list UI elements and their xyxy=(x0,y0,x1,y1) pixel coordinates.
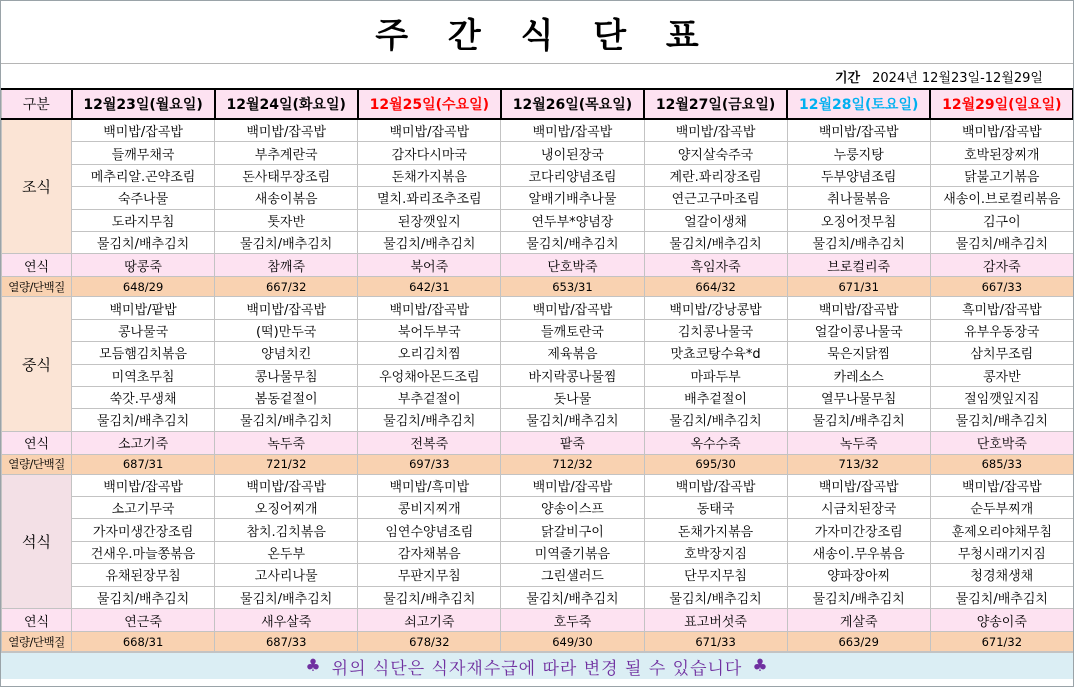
menu-cell: 양파장아찌 xyxy=(787,564,930,586)
menu-cell: 우엉채아몬드조림 xyxy=(358,364,501,386)
menu-table xyxy=(1,88,1074,652)
menu-cell: 오리김치찜 xyxy=(358,342,501,364)
menu-cell: 멸치.꽈리조추조림 xyxy=(358,187,501,209)
nutrition-cell: 687/31 xyxy=(72,454,215,474)
snack-cell: 표고버섯죽 xyxy=(644,609,787,632)
menu-cell: 배추겉절이 xyxy=(644,386,787,408)
menu-cell: 묵은지닭찜 xyxy=(787,342,930,364)
menu-cell: 단무지무침 xyxy=(644,564,787,586)
nutrition-label: 열량/단백질 xyxy=(2,454,72,474)
menu-row xyxy=(2,474,1074,496)
snack-label: 연식 xyxy=(2,254,72,277)
menu-cell: 오징어찌개 xyxy=(215,497,358,519)
menu-row xyxy=(2,586,1074,608)
nutrition-cell: 648/29 xyxy=(72,277,215,297)
menu-row xyxy=(2,209,1074,231)
menu-row xyxy=(2,342,1074,364)
menu-cell: 북어두부국 xyxy=(358,319,501,341)
day-header: 12월27일(금요일) xyxy=(644,89,787,119)
snack-cell: 옥수수죽 xyxy=(644,431,787,454)
menu-cell: 훈제오리야채무침 xyxy=(930,519,1073,541)
meal-label: 석식 xyxy=(2,474,72,608)
menu-cell: 백미밥/강낭콩밥 xyxy=(644,297,787,319)
menu-row xyxy=(2,541,1074,563)
menu-cell: 물김치/배추김치 xyxy=(358,409,501,431)
menu-row xyxy=(2,519,1074,541)
menu-cell: 유채된장무침 xyxy=(72,564,215,586)
menu-cell: 유부우동장국 xyxy=(930,319,1073,341)
nutrition-cell: 664/32 xyxy=(644,277,787,297)
menu-cell: 흑미밥/잡곡밥 xyxy=(930,297,1073,319)
nutrition-cell: 695/30 xyxy=(644,454,787,474)
menu-cell: 맛쵸코탕수육*d xyxy=(644,342,787,364)
menu-cell: 봄동겉절이 xyxy=(215,386,358,408)
nutrition-cell: 678/32 xyxy=(358,632,501,652)
snack-cell: 양송이죽 xyxy=(930,609,1073,632)
snack-cell: 팥죽 xyxy=(501,431,644,454)
menu-cell: 고사리나물 xyxy=(215,564,358,586)
menu-cell: 물김치/배추김치 xyxy=(358,231,501,253)
club-icon: ♣ xyxy=(305,656,322,677)
nutrition-cell: 687/33 xyxy=(215,632,358,652)
menu-cell: 돗나물 xyxy=(501,386,644,408)
menu-cell: 열무나물무침 xyxy=(787,386,930,408)
menu-cell: 연두부*양념장 xyxy=(501,209,644,231)
menu-cell: 물김치/배추김치 xyxy=(501,409,644,431)
nutrition-cell: 721/32 xyxy=(215,454,358,474)
menu-cell: 삼치무조림 xyxy=(930,342,1073,364)
menu-cell: 물김치/배추김치 xyxy=(787,409,930,431)
menu-cell: 들깨토란국 xyxy=(501,319,644,341)
snack-cell: 게살죽 xyxy=(787,609,930,632)
menu-cell: 소고기무국 xyxy=(72,497,215,519)
menu-cell: 호박된장찌개 xyxy=(930,142,1073,164)
menu-cell: 미역초무침 xyxy=(72,364,215,386)
menu-cell: 백미밥/흑미밥 xyxy=(358,474,501,496)
menu-cell: 들깨무채국 xyxy=(72,142,215,164)
menu-cell: 냉이된장국 xyxy=(501,142,644,164)
nutrition-label: 열량/단백질 xyxy=(2,277,72,297)
nutrition-cell: 712/32 xyxy=(501,454,644,474)
menu-cell: 참치.김치볶음 xyxy=(215,519,358,541)
menu-cell: 물김치/배추김치 xyxy=(215,409,358,431)
menu-cell: 물김치/배추김치 xyxy=(72,586,215,608)
menu-cell: 양송이스프 xyxy=(501,497,644,519)
menu-cell: 호박장지짐 xyxy=(644,541,787,563)
day-header: 12월24일(화요일) xyxy=(215,89,358,119)
nutrition-cell: 667/32 xyxy=(215,277,358,297)
menu-cell: 닭불고기볶음 xyxy=(930,164,1073,186)
menu-cell: 물김치/배추김치 xyxy=(72,409,215,431)
snack-cell: 소고기죽 xyxy=(72,431,215,454)
snack-row xyxy=(2,431,1074,454)
nutrition-row xyxy=(2,277,1074,297)
menu-cell: 감자채볶음 xyxy=(358,541,501,563)
day-header: 12월23일(월요일) xyxy=(72,89,215,119)
meal-label: 조식 xyxy=(2,119,72,254)
menu-cell: 백미밥/잡곡밥 xyxy=(215,474,358,496)
snack-cell: 브로컬리죽 xyxy=(787,254,930,277)
menu-row xyxy=(2,142,1074,164)
menu-cell: 백미밥/잡곡밥 xyxy=(930,474,1073,496)
menu-row xyxy=(2,564,1074,586)
nutrition-cell: 671/32 xyxy=(930,632,1073,652)
menu-row xyxy=(2,187,1074,209)
nutrition-cell: 653/31 xyxy=(501,277,644,297)
menu-cell: 알배기배추나물 xyxy=(501,187,644,209)
menu-cell: 백미밥/잡곡밥 xyxy=(787,119,930,142)
menu-cell: 물김치/배추김치 xyxy=(215,231,358,253)
menu-cell: 물김치/배추김치 xyxy=(358,586,501,608)
menu-cell: 물김치/배추김치 xyxy=(644,586,787,608)
menu-cell: 물김치/배추김치 xyxy=(501,586,644,608)
menu-cell: 제육볶음 xyxy=(501,342,644,364)
menu-row xyxy=(2,386,1074,408)
menu-cell: 콩나물국 xyxy=(72,319,215,341)
menu-cell: 시금치된장국 xyxy=(787,497,930,519)
menu-cell: 백미밥/잡곡밥 xyxy=(215,119,358,142)
menu-cell: 물김치/배추김치 xyxy=(930,409,1073,431)
menu-cell: 임연수양념조림 xyxy=(358,519,501,541)
menu-cell: 계란.꽈리장조림 xyxy=(644,164,787,186)
day-header: 12월29일(일요일) xyxy=(930,89,1073,119)
menu-cell: 백미밥/잡곡밥 xyxy=(644,474,787,496)
period-label: 기간 xyxy=(835,70,861,86)
menu-cell: 얼갈이콩나물국 xyxy=(787,319,930,341)
snack-row xyxy=(2,609,1074,632)
menu-row xyxy=(2,364,1074,386)
nutrition-row xyxy=(2,632,1074,652)
menu-cell: 절임깻잎지짐 xyxy=(930,386,1073,408)
snack-cell: 북어죽 xyxy=(358,254,501,277)
menu-cell: 물김치/배추김치 xyxy=(501,231,644,253)
menu-cell: 닭갈비구이 xyxy=(501,519,644,541)
menu-cell: 물김치/배추김치 xyxy=(930,231,1073,253)
period-value: 2024년 12월23일-12월29일 xyxy=(872,70,1043,86)
menu-cell: 백미밥/잡곡밥 xyxy=(787,474,930,496)
menu-cell: 된장깻잎지 xyxy=(358,209,501,231)
menu-row xyxy=(2,319,1074,341)
snack-cell: 전복죽 xyxy=(358,431,501,454)
nutrition-cell: 642/31 xyxy=(358,277,501,297)
menu-cell: 백미밥/잡곡밥 xyxy=(644,119,787,142)
menu-cell: 양념치킨 xyxy=(215,342,358,364)
menu-cell: 김치콩나물국 xyxy=(644,319,787,341)
nutrition-cell: 667/33 xyxy=(930,277,1073,297)
menu-cell: 도라지무침 xyxy=(72,209,215,231)
menu-cell: 바지락콩나물찜 xyxy=(501,364,644,386)
snack-row xyxy=(2,254,1074,277)
period-row xyxy=(1,64,1073,88)
snack-cell: 녹두죽 xyxy=(787,431,930,454)
menu-row xyxy=(2,119,1074,142)
footer-text: 위의 식단은 식자재수급에 따라 변경 될 수 있습니다 xyxy=(331,658,743,679)
menu-cell: 새송이볶음 xyxy=(215,187,358,209)
meal-label: 중식 xyxy=(2,297,72,431)
menu-cell: 메추리알.곤약조림 xyxy=(72,164,215,186)
menu-cell: 카레소스 xyxy=(787,364,930,386)
snack-cell: 연근죽 xyxy=(72,609,215,632)
menu-cell: 돈사태무장조림 xyxy=(215,164,358,186)
nutrition-row xyxy=(2,454,1074,474)
menu-cell: 백미밥/팥밥 xyxy=(72,297,215,319)
header-row xyxy=(2,89,1074,119)
nutrition-cell: 663/29 xyxy=(787,632,930,652)
nutrition-cell: 713/32 xyxy=(787,454,930,474)
nutrition-label: 열량/단백질 xyxy=(2,632,72,652)
menu-row xyxy=(2,409,1074,431)
menu-cell: 감자다시마국 xyxy=(358,142,501,164)
menu-cell: 무판지무침 xyxy=(358,564,501,586)
menu-row xyxy=(2,231,1074,253)
menu-cell: 백미밥/잡곡밥 xyxy=(72,119,215,142)
menu-cell: 백미밥/잡곡밥 xyxy=(501,119,644,142)
snack-label: 연식 xyxy=(2,431,72,454)
menu-cell: 두부양념조림 xyxy=(787,164,930,186)
menu-cell: 동태국 xyxy=(644,497,787,519)
nutrition-cell: 671/33 xyxy=(644,632,787,652)
menu-cell: 무청시래기지짐 xyxy=(930,541,1073,563)
menu-cell: 백미밥/잡곡밥 xyxy=(72,474,215,496)
menu-cell: 가자미간장조림 xyxy=(787,519,930,541)
nutrition-cell: 649/30 xyxy=(501,632,644,652)
menu-cell: 백미밥/잡곡밥 xyxy=(501,474,644,496)
menu-cell: 백미밥/잡곡밥 xyxy=(215,297,358,319)
menu-cell: 얼갈이생채 xyxy=(644,209,787,231)
menu-row xyxy=(2,297,1074,319)
menu-cell: 물김치/배추김치 xyxy=(787,231,930,253)
menu-cell: 쑥갓.무생채 xyxy=(72,386,215,408)
menu-cell: 건새우.마늘쫑볶음 xyxy=(72,541,215,563)
menu-cell: 백미밥/잡곡밥 xyxy=(787,297,930,319)
day-header: 12월28일(토요일) xyxy=(787,89,930,119)
menu-cell: 톳자반 xyxy=(215,209,358,231)
menu-cell: 오징어젓무침 xyxy=(787,209,930,231)
menu-cell: 연근고구마조림 xyxy=(644,187,787,209)
menu-cell: 물김치/배추김치 xyxy=(930,586,1073,608)
snack-cell: 호두죽 xyxy=(501,609,644,632)
menu-cell: 콩비지찌개 xyxy=(358,497,501,519)
menu-cell: (떡)만두국 xyxy=(215,319,358,341)
page-title: 주 간 식 단 표 xyxy=(375,15,713,56)
nutrition-cell: 668/31 xyxy=(72,632,215,652)
menu-cell: 백미밥/잡곡밥 xyxy=(358,119,501,142)
menu-cell: 부추계란국 xyxy=(215,142,358,164)
menu-cell: 마파두부 xyxy=(644,364,787,386)
menu-cell: 숙주나물 xyxy=(72,187,215,209)
menu-cell: 물김치/배추김치 xyxy=(787,586,930,608)
menu-cell: 김구이 xyxy=(930,209,1073,231)
snack-cell: 감자죽 xyxy=(930,254,1073,277)
nutrition-cell: 697/33 xyxy=(358,454,501,474)
snack-cell: 쇠고기죽 xyxy=(358,609,501,632)
menu-cell: 부추겉절이 xyxy=(358,386,501,408)
menu-cell: 그린샐러드 xyxy=(501,564,644,586)
header-label: 구분 xyxy=(2,89,72,119)
menu-cell: 콩자반 xyxy=(930,364,1073,386)
menu-row xyxy=(2,164,1074,186)
nutrition-cell: 685/33 xyxy=(930,454,1073,474)
menu-cell: 물김치/배추김치 xyxy=(644,231,787,253)
snack-cell: 새우살죽 xyxy=(215,609,358,632)
menu-cell: 물김치/배추김치 xyxy=(644,409,787,431)
menu-cell: 새송이.무우볶음 xyxy=(787,541,930,563)
menu-row xyxy=(2,497,1074,519)
menu-cell: 백미밥/잡곡밥 xyxy=(930,119,1073,142)
menu-cell: 새송이.브로컬리볶음 xyxy=(930,187,1073,209)
snack-cell: 땅콩죽 xyxy=(72,254,215,277)
snack-cell: 단호박죽 xyxy=(501,254,644,277)
menu-cell: 청경채생채 xyxy=(930,564,1073,586)
snack-cell: 흑임자죽 xyxy=(644,254,787,277)
menu-cell: 돈채가지볶음 xyxy=(644,519,787,541)
snack-label: 연식 xyxy=(2,609,72,632)
menu-cell: 미역줄기볶음 xyxy=(501,541,644,563)
menu-cell: 양지살숙주국 xyxy=(644,142,787,164)
menu-cell: 백미밥/잡곡밥 xyxy=(501,297,644,319)
menu-cell: 취나물볶음 xyxy=(787,187,930,209)
menu-cell: 물김치/배추김치 xyxy=(215,586,358,608)
menu-cell: 가자미생간장조림 xyxy=(72,519,215,541)
title-bar xyxy=(1,1,1073,64)
nutrition-cell: 671/31 xyxy=(787,277,930,297)
snack-cell: 단호박죽 xyxy=(930,431,1073,454)
menu-cell: 코다리양념조림 xyxy=(501,164,644,186)
menu-cell: 백미밥/잡곡밥 xyxy=(358,297,501,319)
menu-cell: 돈채가지볶음 xyxy=(358,164,501,186)
menu-cell: 누룽지탕 xyxy=(787,142,930,164)
club-icon: ♣ xyxy=(752,656,769,677)
menu-cell: 물김치/배추김치 xyxy=(72,231,215,253)
menu-cell: 온두부 xyxy=(215,541,358,563)
menu-cell: 콩나물무침 xyxy=(215,364,358,386)
footer-notice xyxy=(1,652,1073,679)
snack-cell: 녹두죽 xyxy=(215,431,358,454)
day-header: 12월25일(수요일) xyxy=(358,89,501,119)
snack-cell: 참깨죽 xyxy=(215,254,358,277)
day-header: 12월26일(목요일) xyxy=(501,89,644,119)
menu-cell: 순두부찌개 xyxy=(930,497,1073,519)
menu-cell: 모듬햄김치볶음 xyxy=(72,342,215,364)
